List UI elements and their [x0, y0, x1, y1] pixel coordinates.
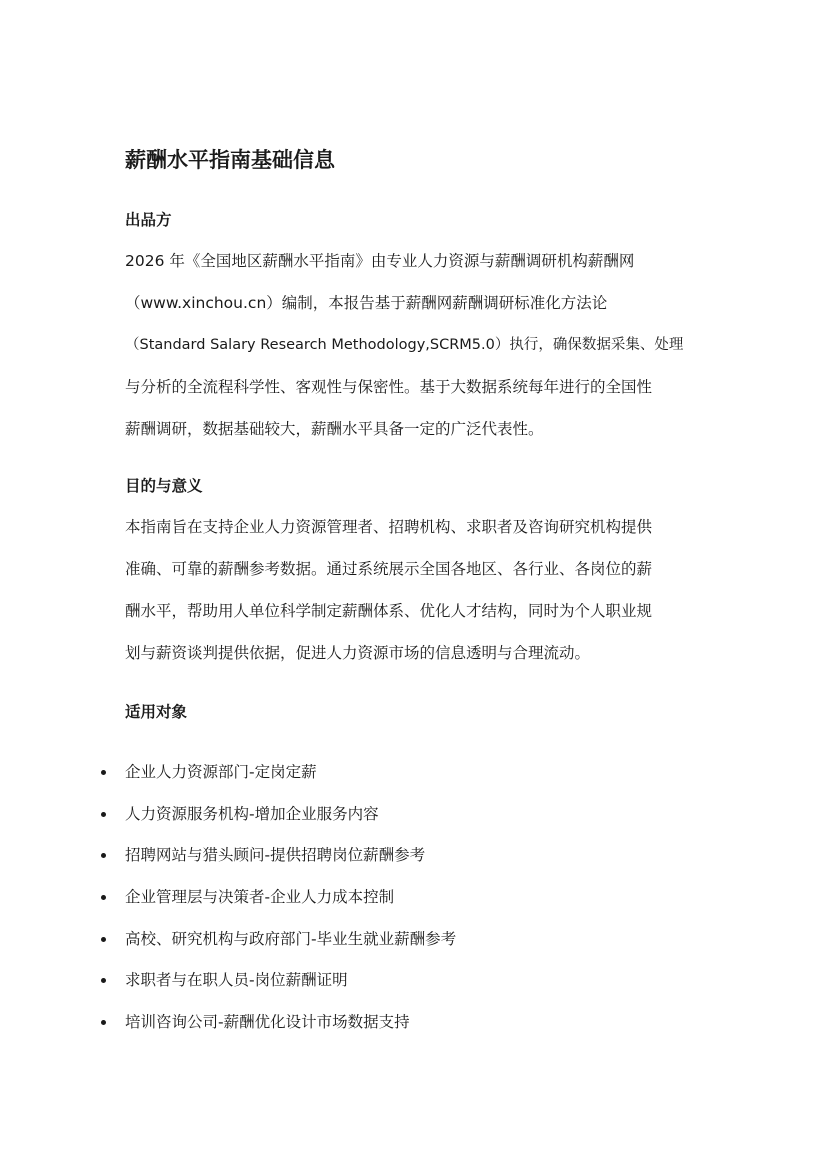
bullet-dot-icon — [101, 812, 106, 817]
page-title: 薪酬水平指南基础信息 — [125, 148, 335, 172]
section-heading-purpose: 目的与意义 — [125, 477, 203, 495]
section-heading-producer: 出品方 — [125, 211, 172, 229]
list-item-text: 企业人力资源部门-定岗定薪 — [125, 763, 317, 781]
list-item-text: 高校、研究机构与政府部门-毕业生就业薪酬参考 — [125, 929, 457, 948]
list-item-text: 求职者与在职人员-岗位薪酬证明 — [125, 971, 348, 990]
paragraph-line: 2026 年《全国地区薪酬水平指南》由专业人力资源与薪酬调研机构薪酬网 — [125, 252, 635, 270]
paragraph-line: 本指南旨在支持企业人力资源管理者、招聘机构、求职者及咨询研究机构提供 — [125, 518, 653, 536]
producer-paragraph — [125, 250, 705, 460]
bullet-dot-icon — [101, 895, 106, 900]
paragraph-line: 酬水平，帮助用人单位科学制定薪酬体系、优化人才结构，同时为个人职业规 — [125, 602, 653, 620]
list-item — [98, 803, 456, 845]
purpose-paragraph — [125, 516, 705, 684]
section-heading-audience: 适用对象 — [125, 703, 188, 721]
bullet-dot-icon — [101, 937, 106, 942]
list-item — [98, 1011, 456, 1053]
paragraph-line: 薪酬调研，数据基础较大，薪酬水平具备一定的广泛代表性。 — [125, 420, 544, 438]
paragraph-line: 准确、可靠的薪酬参考数据。通过系统展示全国各地区、各行业、各岗位的薪 — [125, 560, 653, 578]
bullet-dot-icon — [101, 978, 106, 983]
list-item — [98, 844, 456, 886]
paragraph-line: 划与薪资谈判提供依据，促进人力资源市场的信息透明与合理流动。 — [125, 644, 591, 662]
paragraph-line: （Standard Salary Research Methodology,SCRM5.0）执行，确保数据采集、处理 — [125, 337, 684, 353]
audience-list — [98, 761, 456, 1053]
list-item-text: 人力资源服务机构-增加企业服务内容 — [125, 804, 379, 823]
bullet-dot-icon — [101, 1020, 106, 1025]
paragraph-line: 与分析的全流程科学性、客观性与保密性。基于大数据系统每年进行的全国性 — [125, 378, 653, 396]
bullet-dot-icon — [101, 770, 106, 775]
list-item-text: 培训咨询公司-薪酬优化设计市场数据支持 — [125, 1013, 410, 1032]
bullet-dot-icon — [101, 853, 106, 858]
list-item — [98, 761, 456, 803]
list-item — [98, 886, 456, 928]
list-item — [98, 928, 456, 970]
list-item — [98, 969, 456, 1011]
paragraph-line: （www.xinchou.cn）编制，本报告基于薪酬网薪酬调研标准化方法论 — [125, 294, 608, 312]
list-item-text: 招聘网站与猎头顾问-提供招聘岗位薪酬参考 — [125, 846, 426, 865]
list-item-text: 企业管理层与决策者-企业人力成本控制 — [125, 888, 395, 907]
